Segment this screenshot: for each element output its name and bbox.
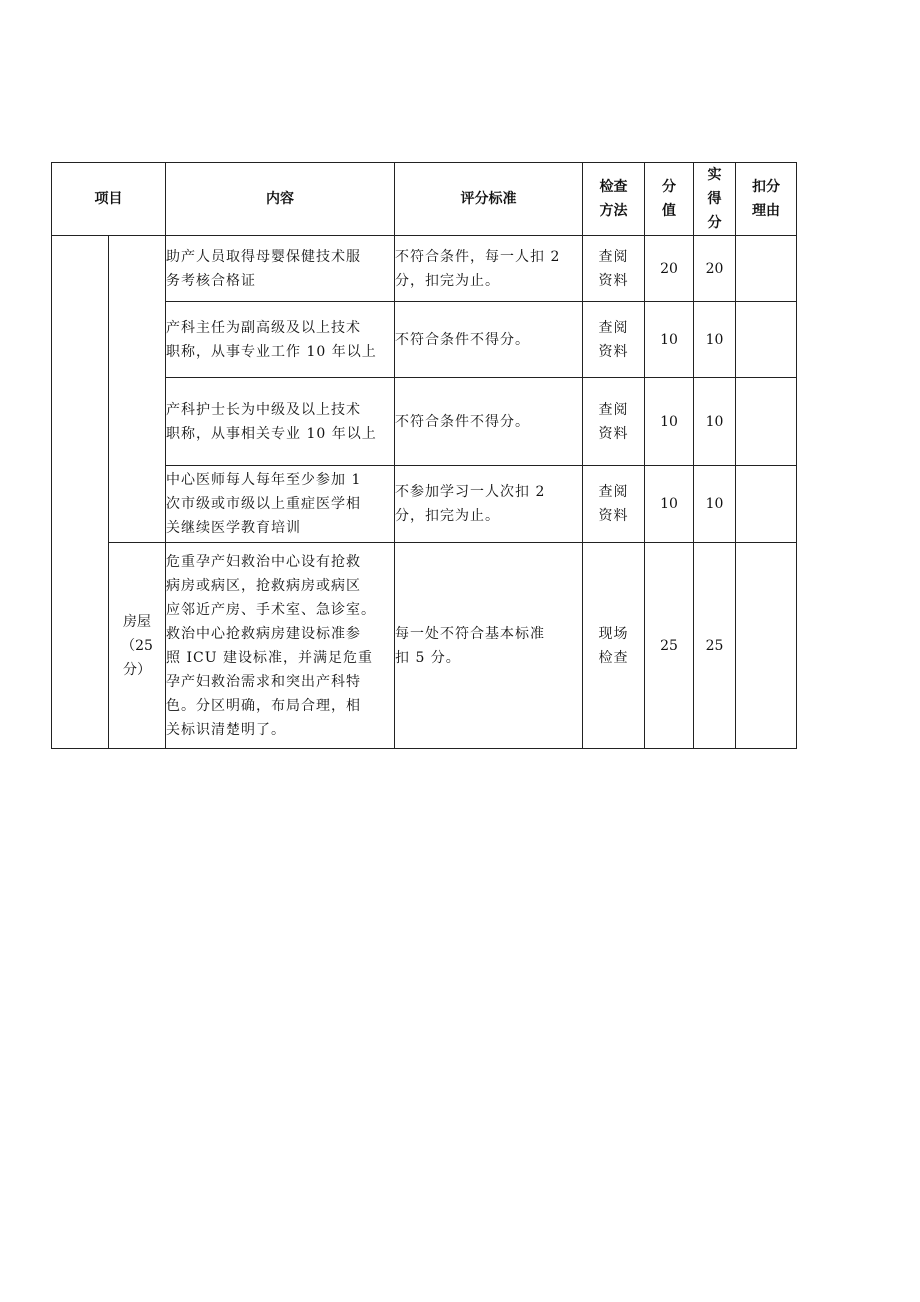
standard-cell: 每一处不符合基本标准 扣 5 分。 bbox=[395, 543, 583, 749]
header-method bbox=[583, 163, 645, 236]
method-cell: 查阅 资料 bbox=[583, 466, 645, 543]
method-cell: 查阅 资料 bbox=[583, 236, 645, 302]
deduction-reason-cell bbox=[736, 378, 797, 466]
actual-score-cell: 25 bbox=[694, 543, 736, 749]
header-score bbox=[645, 163, 694, 236]
actual-score-cell: 10 bbox=[694, 466, 736, 543]
subcategory-cell bbox=[109, 236, 166, 543]
standard-cell: 不参加学习一人次扣 2 分，扣完为止。 bbox=[395, 466, 583, 543]
header-reason bbox=[736, 163, 797, 236]
standard-cell: 不符合条件不得分。 bbox=[395, 378, 583, 466]
actual-score-cell: 10 bbox=[694, 302, 736, 378]
content-cell: 产科主任为副高级及以上技术 职称，从事专业工作 10 年以上 bbox=[166, 302, 395, 378]
content-cell: 中心医师每人每年至少参加 1 次市级或市级以上重症医学相 关继续医学教育培训 bbox=[166, 466, 395, 543]
header-project: 项目 bbox=[52, 163, 166, 236]
header-score-text: 分 值 bbox=[662, 179, 676, 219]
actual-score-cell: 10 bbox=[694, 378, 736, 466]
score-cell: 10 bbox=[645, 378, 694, 466]
score-cell: 25 bbox=[645, 543, 694, 749]
category-cell bbox=[52, 236, 109, 749]
deduction-reason-cell bbox=[736, 236, 797, 302]
header-method-text: 检查 方法 bbox=[599, 179, 628, 219]
deduction-reason-cell bbox=[736, 543, 797, 749]
actual-score-cell: 20 bbox=[694, 236, 736, 302]
header-actual bbox=[694, 163, 736, 236]
deduction-reason-cell bbox=[736, 466, 797, 543]
header-reason-text: 扣分 理由 bbox=[752, 179, 780, 219]
table-row bbox=[52, 543, 797, 749]
content-cell: 产科护士长为中级及以上技术 职称，从事相关专业 10 年以上 bbox=[166, 378, 395, 466]
header-row bbox=[52, 163, 797, 236]
deduction-reason-cell bbox=[736, 302, 797, 378]
table-row bbox=[52, 236, 797, 302]
header-standard: 评分标准 bbox=[395, 163, 583, 236]
score-cell: 10 bbox=[645, 466, 694, 543]
subcategory-cell: 房屋 （25 分） bbox=[109, 543, 166, 749]
standard-cell: 不符合条件不得分。 bbox=[395, 302, 583, 378]
header-content: 内容 bbox=[166, 163, 395, 236]
score-cell: 20 bbox=[645, 236, 694, 302]
score-cell: 10 bbox=[645, 302, 694, 378]
content-cell: 助产人员取得母婴保健技术服 务考核合格证 bbox=[166, 236, 395, 302]
method-cell: 查阅 资料 bbox=[583, 302, 645, 378]
scoring-table bbox=[51, 162, 797, 749]
method-cell: 查阅 资料 bbox=[583, 378, 645, 466]
header-actual-text: 实 得 分 bbox=[707, 167, 722, 231]
method-cell: 现场 检查 bbox=[583, 543, 645, 749]
standard-cell: 不符合条件，每一人扣 2 分，扣完为止。 bbox=[395, 236, 583, 302]
content-cell: 危重孕产妇救治中心设有抢救 病房或病区，抢救病房或病区 应邻近产房、手术室、急诊室。 救治中心抢救病房建设标准参 照 ICU 建设标准，并满足危重 孕产妇救治需求和突出产科特 色。分区明确，布局合理，相 关标识清楚明了。 bbox=[166, 543, 395, 749]
